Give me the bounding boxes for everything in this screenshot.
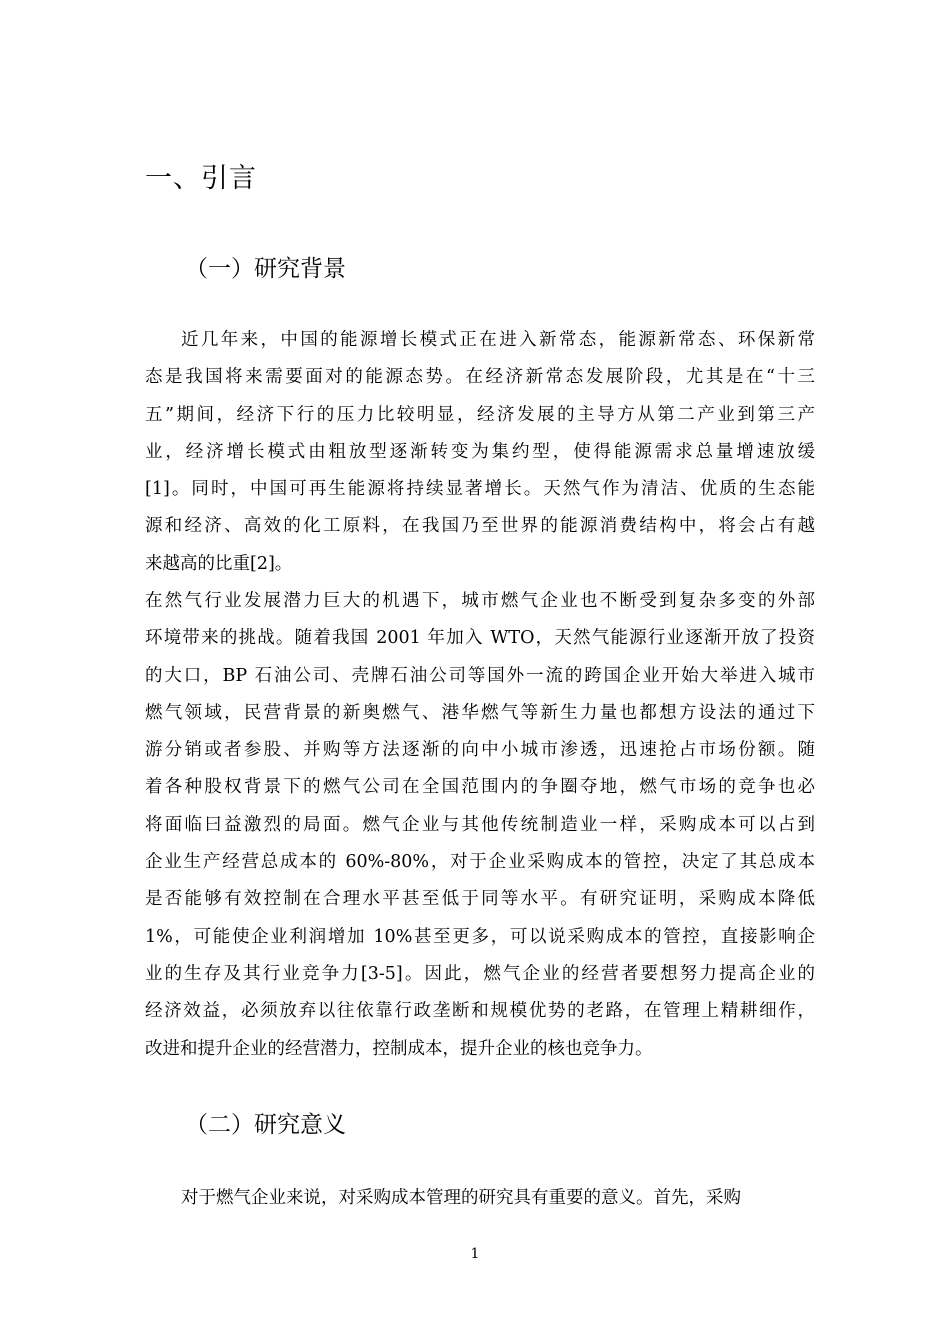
text-line: 近几年来，中国的能源增长模式正在进入新常态，能源新常态、环保新常	[181, 330, 815, 350]
paragraph-background-1	[145, 322, 815, 583]
text-line: 经济效益，必须放弃以往依靠行政垄断和规模优势的老路，在管理上精耕细作，	[145, 1001, 815, 1022]
text-line: 环境带来的挑战。随着我国 2001 年加入 WTO，天然气能源行业逐渐开放了投资	[145, 628, 815, 649]
text-line: 对于燃气企业来说，对采购成本管理的研究具有重要的意义。首先，采购	[181, 1188, 741, 1208]
chapter-heading: 一、引言	[145, 163, 257, 194]
text-line: 燃气领域，民营背景的新奥燃气、港华燃气等新生力量也都想方设法的通过下	[145, 702, 815, 723]
text-line: 将面临曰益激烈的局面。燃气企业与其他传统制造业一样，采购成本可以占到	[145, 814, 815, 835]
section-heading-research-background: （一）研究背景	[185, 256, 346, 282]
text-line: 企业生产经营总成本的 60%-80%，对于企业采购成本的管控，决定了其总成本	[145, 852, 815, 873]
text-line: 着各种股权背景下的燃气公司在全国范围内的争圈夺地，燃气市场的竞争也必	[145, 777, 815, 798]
text-line: 改进和提升企业的经营潜力，控制成本，提升企业的核也竞争力。	[145, 1038, 653, 1059]
text-line: 业，经济增长模式由粗放型逐渐转变为集约型，使得能源需求总量增速放缓	[145, 441, 815, 462]
text-line: 来越高的比重[2]。	[145, 553, 293, 574]
text-line: 在然气行业发展潜力巨大的机遇下，城市燃气企业也不断受到复杂多变的外部	[145, 591, 815, 611]
text-line: 的大口，BP 石油公司、壳牌石油公司等国外一流的跨国企业开始大举进入城市	[145, 665, 815, 686]
page-number: 1	[470, 1246, 480, 1262]
text-line: 源和经济、高效的化工原料，在我国乃至世界的能源消费结构中，将会占有越	[145, 516, 815, 537]
paragraph-significance-1	[145, 1180, 815, 1217]
section-heading-research-significance: （二）研究意义	[185, 1112, 346, 1138]
text-line: 五”期间，经济下行的压力比较明显，经济发展的主导方从第二产业到第三产	[145, 404, 815, 425]
text-line: 是否能够有效控制在合理水平甚至低于同等水平。有研究证明，采购成本降低	[145, 889, 815, 910]
text-line: 态是我国将来需要面对的能源态势。在经济新常态发展阶段，尤其是在“十三	[145, 367, 815, 388]
text-line: 游分销或者参股、并购等方法逐渐的向中小城市渗透，迅速抢占市场份额。随	[145, 740, 815, 761]
paragraph-background-2	[145, 583, 815, 1068]
text-line: 1%，可能使企业利润增加 10%甚至更多，可以说采购成本的管控，直接影响企	[145, 926, 815, 947]
text-line: [1]。同时，中国可再生能源将持续显著增长。天然气作为清洁、优质的生态能	[145, 479, 815, 500]
text-line: 业的生存及其行业竞争力[3-5]。因此，燃气企业的经营者要想努力提高企业的	[145, 963, 815, 984]
